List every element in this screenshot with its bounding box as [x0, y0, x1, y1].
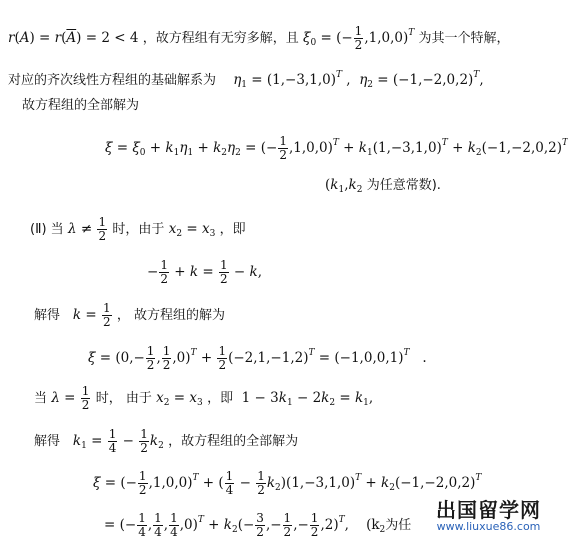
text-t2: 为其一个特解，: [418, 31, 510, 46]
text-t14: 解得: [34, 434, 61, 449]
text-t3: 对应的齐次线性方程组的基础解系为: [8, 73, 217, 88]
math-line-13: = (− $\frac{1}{4}$ , $\frac{1}{4}$ , $\frac{1}{4}$ $,0)^T + k_2(-$ $\frac{3}{2}$ ,− $\frac{1}{2}$ ,− $\frac{1}{2}$ ,2)$^T$, ($k_2$为任: [104, 511, 412, 539]
math-line-7: − $\frac{1}{2}$ + k = $\frac{1}{2}$ − k,: [147, 258, 262, 286]
text-t9: 解得: [34, 308, 61, 323]
text-t15: ，故方程组的全部解为: [168, 434, 299, 449]
math-line-5: ($k_1,k_2$ 为任意常数).: [325, 177, 441, 195]
math-line-11: 解得 $k_1$ = $\frac{1}{4}$ − $\frac{1}{2}$ $k_2$ ，故方程组的全部解为: [34, 427, 299, 455]
math-line-1: $r(A) = r(\overline{A}) = 2 < 4$ ，故方程组有无穷多解，且 $\xi_0$ = (− $\frac{1}{2}$ ,1,0,0)$^T$ 为其一个特解，: [8, 24, 510, 52]
text-t13: ，即: [207, 391, 234, 406]
site-watermark: [436, 499, 541, 533]
watermark-url: www.liuxue86.com: [436, 520, 541, 533]
math-line-12: ξ = (− $\frac{1}{2}$ ,1,0,0)$^T$ + ( $\frac{1}{4}$ − $\frac{1}{2}$ $k_2)(1,-3,1,0)^T + k_2(-1,-2,0,2)^T$: [93, 469, 482, 497]
text-t17: 为任: [385, 518, 412, 533]
text-t16: (k: [366, 517, 380, 533]
text-t11: 当: [34, 391, 48, 406]
text-t6: (Ⅱ) 当: [30, 222, 64, 237]
math-line-4: $\xi = \xi_0 + k_1\eta_1 + k_2\eta_2$ = (− $\frac{1}{2}$ $,1,0,0)^T + k_1(1,-3,1,0)^T + k_2(-1,-2,0,2)^T$: [105, 134, 568, 162]
text-t10: ， 故方程组的解为: [116, 308, 226, 323]
text-t1: ，故方程组有无穷多解，且: [142, 31, 299, 46]
text-t7: 时，由于: [112, 222, 165, 237]
math-line-10: 当 λ = $\frac{1}{2}$ 时， 由于 $x_2 = x_3$ ，即 $1 - 3k_1 - 2k_2 = k_1$,: [34, 384, 374, 412]
math-line-6: (Ⅱ) 当 λ ≠ $\frac{1}{2}$ 时，由于 $x_2 = x_3$ ，即: [30, 215, 246, 243]
text-t8: ，即: [219, 222, 246, 237]
watermark-title: 出国留学网: [436, 498, 541, 522]
text-t12: 时， 由于: [95, 391, 152, 406]
text-t4: 故方程组的全部解为: [22, 98, 140, 113]
math-line-2: 对应的齐次线性方程组的基础解系为 $\eta_1 = (1,-3,1,0)^T$ , $\eta_2 = (-1,-2,0,2)^T$,: [8, 70, 484, 90]
math-line-8: 解得 k = $\frac{1}{2}$ ， 故方程组的解为: [34, 301, 226, 329]
math-line-9: ξ = (0,− $\frac{1}{2}$ , $\frac{1}{2}$ ,0)$^T$ + $\frac{1}{2}$ $(-2,1,-1,2)^T = (-1,0,0,1)^T$ .: [88, 344, 427, 372]
text-t5: 为任意常数).: [366, 178, 441, 193]
